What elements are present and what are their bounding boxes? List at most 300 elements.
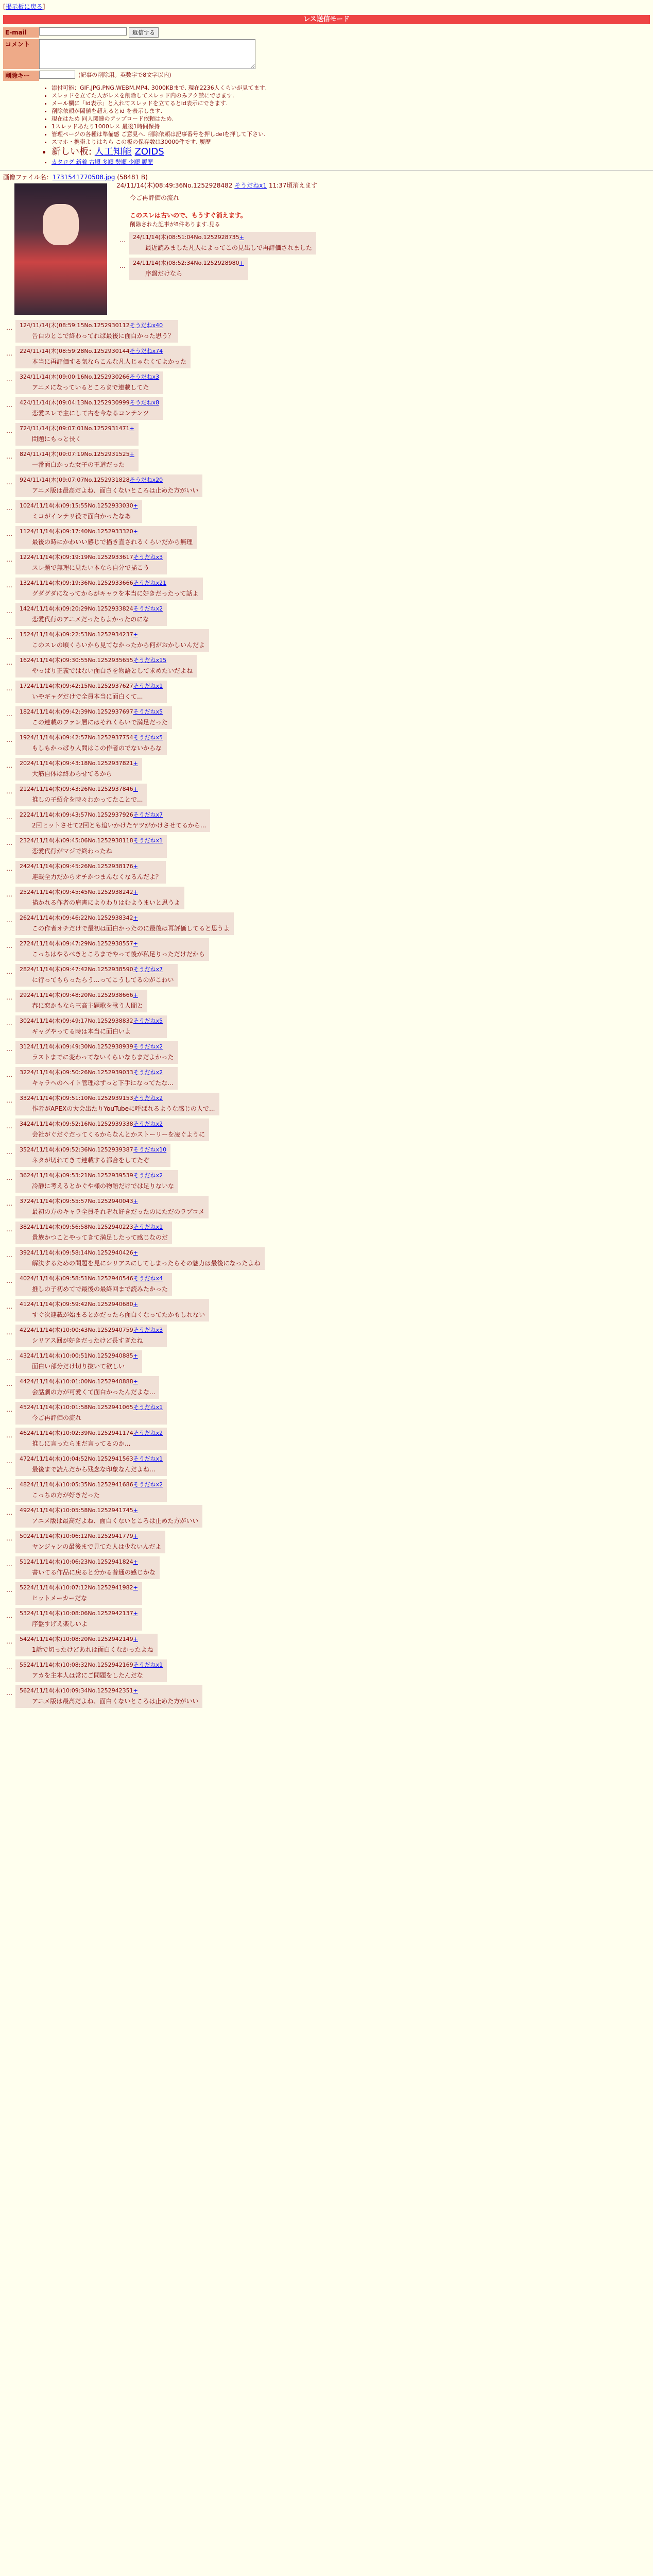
reply-body: 推しの子初めてで最後の最終回まで読みたかった [32,1285,168,1293]
reply-header: 1524/11/14(木)09:22:53No.1252934237+ [20,631,138,638]
reply-box [15,1247,265,1270]
sodane-button[interactable]: + [133,940,138,947]
sodane-button[interactable]: そうだねx3 [133,1327,163,1333]
reply-mark: … [6,968,12,975]
comment-textarea[interactable] [39,39,255,69]
reply-body: このスレの頃くらいから見てなかったから何がおかしいんだよ [32,641,205,649]
reply-box [15,346,191,368]
sodane-button[interactable]: + [133,786,138,792]
rule-item: • スマホ・携帯よりはちら この板の保存数は30000件です. 履歴 [51,138,653,146]
reply-row [3,1659,653,1682]
sodane-button[interactable]: + [133,1249,138,1256]
reply-body: 会社がぐだぐだってくるからなんとかストーリーを凌ぐように [32,1131,205,1138]
reply-row [3,1325,653,1347]
sodane-button[interactable]: そうだねx3 [133,554,163,561]
reply-mark: … [6,556,12,563]
reply-row [3,1222,653,1244]
reply-mark: … [6,1380,12,1387]
reply-header: 1724/11/14(木)09:42:15No.1252937627そうだねx1 [20,683,163,689]
reply-box [15,1350,142,1373]
reply-box [15,1582,142,1605]
reply-row: … 24/11/14(木)08:52:34No.1252928980+ 序盤だけなら [116,258,653,280]
sodane-button[interactable]: そうだねx40 [129,322,163,329]
op-body: 今ご再評価の流れ このスレは古いので、もうすぐ消えます。 削除された記事が8件あります.見る [130,194,247,228]
reply-body: 序盤すげえ楽しいよ [32,1620,88,1628]
email-label: E-mail [3,27,39,38]
reply-body: 最初の方のキャラ全員それぞれ好きだったのにただのラブコメ [32,1208,205,1215]
reply-header: 2724/11/14(木)09:47:29No.1252938557+ [20,940,138,947]
reply-box [15,1273,172,1296]
reply-mark: … [6,1664,12,1671]
rule-item: • 管理ページの各種は準備感 ご意見へ. 削除依頼は記事番号を押しdelを押して下さい. [51,130,653,138]
reply-body: 本当に再評価する気ならこんな凡人じゃなくてよかった [32,358,187,365]
reply-mark: … [6,891,12,898]
reply-body: 今ご再評価の流れ [32,1414,82,1421]
reply-mark: … [6,994,12,1001]
sodane-button[interactable]: + [133,1584,138,1591]
reply-body: アニメ版は最高だよね、面白くないところは止めた方がいい [32,487,199,494]
reply-header: 3624/11/14(木)09:53:21No.1252939539そうだねx2 [20,1172,163,1179]
reply-header: 5624/11/14(木)10:09:34No.1252942351+ [20,1687,138,1694]
reply-box [15,1196,209,1218]
reply-body: 2回ヒットさせて2回とも追いかけたヤツがかけさせてるから... [32,822,207,829]
reply-box [15,758,142,781]
reply-header: 1224/11/14(木)09:19:19No.1252933617そうだねx3 [20,554,163,561]
reply-row [3,1196,653,1218]
reply-header: 3324/11/14(木)09:51:10No.1252939153そうだねx2 [20,1095,163,1101]
reply-box [15,1325,167,1347]
sodane-button[interactable]: + [133,1636,138,1642]
sodane-button[interactable]: そうだねx21 [133,580,167,586]
reply-list [0,320,653,1708]
reply-row [3,758,653,781]
sodane-button[interactable]: + [133,1610,138,1617]
sodane-button[interactable]: そうだねx8 [129,399,160,406]
reply-row [3,1556,653,1579]
reply-header: 4524/11/14(木)10:01:58No.1252941065そうだねx1 [20,1404,163,1411]
reply-body: 書いてる作品に戻ると分かる普通の感じかな [32,1569,156,1576]
sodane-button[interactable]: そうだねx1 [133,1404,163,1411]
reply-header: 4824/11/14(木)10:05:35No.1252941686そうだねx2 [20,1481,163,1488]
reply-header: 224/11/14(木)08:59:28No.1252930144そうだねx74 [20,348,163,354]
top-nav: [掲示板に戻る] [3,3,45,10]
reply-header: 424/11/14(木)09:04:13No.1252930999そうだねx8 [20,399,160,406]
reply-mark: … [6,710,12,718]
reply-box [15,1067,178,1090]
reply-body: ミコがインテリ役で面白かったなあ [32,513,131,520]
reply-body: 恋愛代行のアニメだったらよかったのにな [32,616,149,623]
reply-body: スレ題で無理に見たい本なら自分で描こう [32,564,150,571]
reply-box [15,1685,202,1708]
reply-row [3,1093,653,1115]
rule-item: • 削除依頼が閾値を超えるとid を表示します. [51,107,653,115]
reply-row [3,1015,653,1038]
sodane-button[interactable]: そうだねx2 [133,1121,163,1127]
sodane-button[interactable]: + [133,528,138,535]
reply-row [3,861,653,884]
reply-mark: … [6,1406,12,1413]
sodane-button[interactable]: + [133,1558,138,1565]
reply-row: … 24/11/14(木)08:51:04No.1252928735+ 最近読みました凡人によってこの見出しで再評価されました [116,232,653,255]
zoids-board-link[interactable]: ZOIDS [134,146,164,157]
op-file-info: 画像ファイル名：1731541770508.jpg (58481 B) [3,174,148,181]
reply-body: 推しに言ったらまだ言ってるのか... [32,1440,131,1447]
reply-box [15,990,147,1012]
reply-box [15,1144,170,1167]
reply-box [15,1222,172,1244]
reply-row [3,938,653,961]
reply-body: ギャグやってる時は本当に面白いよ [32,1028,131,1035]
reply-body: ネタが切れてきて連載する都合をしてたぞ [32,1157,150,1164]
reply-box [15,655,197,677]
reply-header: 5224/11/14(木)10:07:12No.1252941982+ [20,1584,138,1591]
reply-box [15,1659,167,1682]
reply-row [3,423,653,446]
reply-box [15,1170,178,1193]
reply-mark: … [6,453,12,460]
sodane-button[interactable]: そうだねx15 [133,657,167,664]
reply-body: 貴族かつことやってきて満足したって感じなのだ [32,1234,168,1241]
ai-board-link[interactable]: 人工知能 [94,146,132,157]
sodane-button[interactable]: + [133,1378,138,1385]
rules-list [31,84,653,166]
reply-row [3,346,653,368]
sodane-button[interactable]: そうだねx4 [133,1275,163,1282]
rule-item: • 1スレッドあたり1000レス 最後1時間保持 [51,123,653,130]
reply-box [15,1428,167,1450]
reply-box [15,1015,167,1038]
reply-mark: … [6,1226,12,1233]
sodane-button[interactable]: そうだねx3 [129,374,160,380]
reply-header: 1824/11/14(木)09:42:39No.1252937697そうだねx5 [20,708,163,715]
reply-body: 最後まで読んだから残念な印象なんだよね... [32,1466,156,1473]
sodane-button[interactable]: そうだねx2 [133,1481,163,1488]
rule-item: • メール欄に「id表示」と入れてスレッドを立てるとid表示にできます. [51,99,653,107]
reply-row [3,809,653,832]
reply-body: グダグダになってからがキャラを本当に好きだったって話よ [32,590,199,597]
catalog-links[interactable]: • カタログ 新着 古順 多順 勢順 少順 履歴 [51,158,653,166]
new-board-ad: • 新しい板: 人工知能 ZOIDS [51,146,653,158]
reply-header: 1124/11/14(木)09:17:40No.1252933320+ [20,528,138,535]
reply-body: アニメになっているところまで連載してた [32,384,149,391]
reply-mark: … [6,814,12,821]
reply-body: 1話で切ったけどあれは面白くなかったよね [32,1646,153,1653]
reply-mark: … [6,633,12,640]
submit-button[interactable]: 返信する [129,27,159,38]
sodane-button[interactable]: そうだねx10 [133,1146,167,1153]
sodane-button[interactable]: そうだねx2 [133,1095,163,1101]
reply-header: 4024/11/14(木)09:58:51No.1252940546そうだねx4 [20,1275,163,1282]
reply-row [3,552,653,574]
reply-header: 3124/11/14(木)09:49:30No.1252938939そうだねx2 [20,1043,163,1050]
reply-body: すぐ次連載が始まるとかだったら面白くなってたかもしれない [32,1311,205,1318]
reply-box [15,835,167,858]
reply-body: ヒットメーカーだな [32,1595,88,1602]
op-thumbnail[interactable] [14,183,107,315]
reply-box [15,1505,202,1528]
reply-header: 3524/11/14(木)09:52:36No.1252939387そうだねx10 [20,1146,167,1153]
reply-row [3,1479,653,1502]
reply-mark: … [6,788,12,795]
reply-row [3,371,653,394]
reply-mark: … [6,1509,12,1516]
reply-row [3,887,653,909]
reply-body: 恋愛スレで主にして古を今なるコンテンツ [32,410,149,417]
reply-box [15,1402,167,1425]
reply-box [15,500,142,523]
reply-row [3,732,653,755]
reply-mark: … [6,582,12,589]
reply-mark: … [6,736,12,743]
reply-body: に行ってもらったらう...ってこうしてるのがこわい [32,976,174,984]
reply-mark: … [6,324,12,331]
sodane-button[interactable]: そうだねx1 [133,1224,163,1230]
reply-box [15,809,210,832]
reply-mark: … [6,1148,12,1156]
reply-row [3,1144,653,1167]
reply-row [3,1041,653,1064]
reply-header: 4424/11/14(木)10:01:00No.1252940888+ [20,1378,138,1385]
sodane-button[interactable]: そうだねx7 [133,966,163,973]
reply-mark: … [6,1483,12,1490]
sodane-button[interactable]: そうだねx1 [234,182,267,189]
sodane-button[interactable]: そうだねx1 [133,1455,163,1462]
reply-body: 大筋自体は終わらせてるから [32,770,112,777]
reply-header: 924/11/14(木)09:07:07No.1252931828そうだねx20 [20,477,163,483]
reply-mark: … [6,1200,12,1207]
reply-box [15,320,178,343]
reply-body: もしもかっぱり人間はこの作者のでないからな [32,744,162,752]
reply-mark: … [6,1097,12,1104]
reply-box [15,1531,165,1553]
reply-mark: … [6,1123,12,1130]
rule-item: • 現在はため 同人関連のアップロード依頼はため. [51,115,653,123]
reply-row [3,397,653,420]
reply-box [15,423,139,446]
reply-row [3,526,653,549]
reply-header: 5124/11/14(木)10:06:23No.1252941824+ [20,1558,138,1565]
op-file-link[interactable]: 1731541770508.jpg [52,174,115,181]
reply-body: 描かれる作者の肩書によりわりはむようまいと思うよ [32,899,181,906]
reply-body: 恋愛代行がマジで終わったね [32,848,112,855]
reply-row [3,784,653,806]
reply-mark: … [6,1689,12,1697]
reply-mark: … [6,607,12,615]
reply-header: 1424/11/14(木)09:20:29No.1252933824そうだねx2 [20,605,163,612]
reply-mark: … [6,1561,12,1568]
sodane-button[interactable]: + [133,631,138,638]
reply-mark: … [6,917,12,924]
reply-body: 作者がAPEXの大会出たりYouTubeに呼ばれるような感じの人で... [32,1105,215,1112]
reply-row [3,990,653,1012]
reply-box [15,474,202,497]
comment-label: コメント [3,39,39,69]
sodane-button[interactable]: そうだねx20 [129,477,163,483]
reply-row [3,474,653,497]
reply-header: 4124/11/14(木)09:59:42No.1252940680+ [20,1301,138,1308]
reply-row [3,1428,653,1450]
reply-body: ヤンジャンの最後まで見てた人は少ないんだよ [32,1543,162,1550]
reply-body: 告白のとこで終わってれば最後に面白かった思う？ [32,332,174,340]
reply-header: 1024/11/14(木)09:15:55No.1252933030+ [20,502,138,509]
reply-header: 1924/11/14(木)09:42:57No.1252937754そうだねx5 [20,734,163,741]
reply-header: 2624/11/14(木)09:46:22No.1252938342+ [20,914,138,921]
sodane-button[interactable]: + [133,1533,138,1539]
reply-mark: … [6,479,12,486]
reply-box [15,1608,142,1631]
reply-body: シリアス回が好きだったけど長すぎたね [32,1337,143,1344]
reply-body: 問題にもっと長く [32,435,82,443]
sodane-button[interactable]: + [129,451,134,457]
reply-body: キャラへのヘイト管理はずっと下手になってたな... [32,1079,174,1087]
reply-mark: … [6,1432,12,1439]
reply-row [3,320,653,343]
reply-header: 4224/11/14(木)10:00:43No.1252940759そうだねx3 [20,1327,163,1333]
reply-row [3,655,653,677]
reply-header: 2024/11/14(木)09:43:18No.1252937821+ [20,760,138,767]
sodane-button[interactable]: + [133,1507,138,1514]
sodane-button[interactable]: そうだねx5 [133,1018,163,1024]
reply-body: アニメ版は最高だよね、面白くないところは止めた方がいい [32,1517,199,1524]
reply-header: 5524/11/14(木)10:08:32No.1252942169そうだねx1 [20,1662,163,1668]
reply-box [15,784,147,806]
reply-header: 1324/11/14(木)09:19:36No.1252933666そうだねx21 [20,580,167,586]
reply-box [15,1556,160,1579]
reply-mark: … [6,1277,12,1284]
reply-header: 4924/11/14(木)10:05:58No.1252941745+ [20,1507,138,1514]
reply-box [15,912,234,935]
reply-box [15,397,163,420]
reply-row [3,629,653,652]
sodane-button[interactable]: そうだねx7 [133,811,163,818]
reply-mark: … [6,1251,12,1259]
reply-mark: … [6,762,12,769]
reply-row [3,1453,653,1476]
reply-row [3,449,653,471]
reply-row [3,964,653,987]
reply-header: 324/11/14(木)09:00:16No.1252930266そうだねx3 [20,374,160,380]
reply-mark: … [6,504,12,512]
reply-box [15,449,139,471]
sodane-button[interactable]: そうだねx1 [133,1662,163,1668]
reply-mark: … [6,1612,12,1619]
reply-header: 4324/11/14(木)10:00:51No.1252940885+ [20,1352,138,1359]
reply-mark: … [6,1535,12,1542]
reply-mark: … [6,659,12,666]
sodane-button[interactable]: + [133,502,138,509]
sodane-button[interactable]: + [133,1198,138,1205]
email-field[interactable] [39,27,127,36]
reply-box [15,1093,219,1115]
reply-box [15,938,209,961]
reply-body: こっちはやるべきところまでやって後が私足りっただけだから [32,951,205,958]
delkey-field[interactable] [39,71,75,79]
reply-body: 面白い部分だけ切り抜いて欲しい [32,1363,125,1370]
reply-box [15,1376,159,1399]
reply-mark: … [6,1458,12,1465]
reply-box [15,371,163,394]
sodane-button[interactable]: + [133,889,138,895]
reply-header: 3824/11/14(木)09:56:58No.1252940223そうだねx1 [20,1224,163,1230]
reply-header: 824/11/14(木)09:07:19No.1252931525+ [20,451,134,457]
sodane-button[interactable]: そうだねx2 [133,1172,163,1179]
reply-header: 4624/11/14(木)10:02:39No.1252941174そうだねx2 [20,1430,163,1436]
reply-row [3,1376,653,1399]
reply-row [3,1505,653,1528]
back-link[interactable]: 掲示板に戻る [5,3,43,10]
sodane-button[interactable]: そうだねx74 [129,348,163,354]
reply-row [3,1299,653,1321]
sodane-button[interactable]: + [133,914,138,921]
sodane-button[interactable]: + [133,992,138,998]
sodane-button[interactable]: そうだねx1 [133,683,163,689]
sodane-button[interactable]: そうだねx1 [133,837,163,844]
reply-header: 3924/11/14(木)09:58:14No.1252940426+ [20,1249,138,1256]
reply-body: 推しの子紹介を時々わかってたことで... [32,796,143,803]
sodane-button[interactable]: そうだねx5 [133,734,163,741]
reply-header: 2824/11/14(木)09:47:42No.1252938590そうだねx7 [20,966,163,973]
reply-mark: … [6,376,12,383]
reply-box [15,1634,158,1656]
reply-body: 連載全力だからオチかつまんなくなるんだよ？ [32,873,162,880]
reply-form [3,27,653,81]
reply-mark: … [6,1303,12,1310]
reply-row [3,603,653,626]
sodane-button[interactable]: そうだねx5 [133,708,163,715]
reply-box [15,526,197,549]
reply-mark: … [6,1174,12,1181]
rule-item: • 添付可能：GIF,JPG,PNG,WEBM,MP4. 3000KBまで. 現在2236人くらいが見てます. [51,84,653,92]
sodane-button[interactable]: + [133,1352,138,1359]
reply-header: 4724/11/14(木)10:04:52No.1252941563そうだねx1 [20,1455,163,1462]
reply-header: 1624/11/14(木)09:30:55No.1252935655そうだねx15 [20,657,167,664]
reply-row [3,835,653,858]
reply-header: 3224/11/14(木)09:50:26No.1252939033そうだねx2 [20,1069,163,1076]
reply-box [15,1118,209,1141]
reply-box [15,1479,167,1502]
reply-body: 最後の時にかわいい感じで描き直されるくらいだから無理 [32,538,193,546]
op-post [3,173,653,317]
reply-mark: … [6,427,12,434]
reply-header: 2224/11/14(木)09:43:57No.1252937926そうだねx7 [20,811,163,818]
rule-item: • スレッドを立てた人がレスを削除してスレッド内のみアク禁にできます. [51,92,653,99]
sodane-button[interactable]: + [133,1687,138,1694]
reply-header: 2424/11/14(木)09:45:26No.1252938176+ [20,863,138,870]
reply-header: 2124/11/14(木)09:43:26No.1252937846+ [20,786,138,792]
reply-header: 2524/11/14(木)09:45:45No.1252938242+ [20,889,138,895]
sodane-button[interactable]: そうだねx2 [133,605,163,612]
reply-box [15,629,209,652]
reply-row [3,1067,653,1090]
reply-row [3,681,653,703]
reply-header: 724/11/14(木)09:07:01No.1252931471+ [20,425,134,432]
reply-box [15,861,166,884]
reply-row [3,1273,653,1296]
sodane-button[interactable]: そうだねx2 [133,1043,163,1050]
reply-mark: … [6,839,12,846]
sodane-button[interactable]: そうだねx2 [133,1430,163,1436]
sodane-button[interactable]: + [133,863,138,870]
sodane-button[interactable]: + [133,1301,138,1308]
reply-body: 会話劇の方が可愛くて面白かったんだよな... [32,1388,156,1396]
sodane-button[interactable]: + [133,760,138,767]
mode-header: レス送信モード [3,15,650,24]
reply-body: アカを主本人は常にご問題をしたんだな [32,1672,143,1679]
sodane-button[interactable]: + [129,425,134,432]
op-header: 24/11/14(木)08:49:36No.1252928482 そうだねx1 11:37頃消えます [116,182,318,189]
sodane-button[interactable]: そうだねx2 [133,1069,163,1076]
reply-row [3,1685,653,1708]
